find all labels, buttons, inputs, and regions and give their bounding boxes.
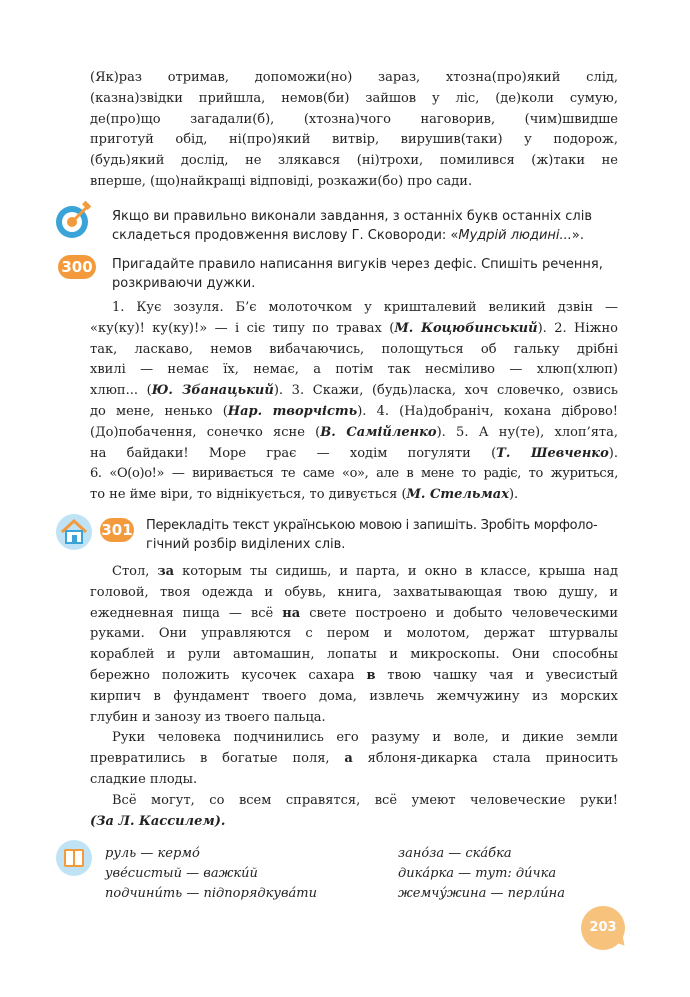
intro-paragraph — [90, 68, 618, 193]
text-line — [90, 562, 618, 583]
author-italic: (За Л. Кассилем). — [90, 813, 226, 829]
highlighted-word: на — [282, 605, 301, 621]
author-italic: В. Самійленко — [320, 424, 437, 440]
text-line: 6. «О(о)о!» — виривається те саме «о», але в мене то радіє, то журиться, — [90, 466, 618, 482]
highlighted-word: за — [157, 564, 175, 579]
text-line: сладкие плоды. — [90, 771, 198, 787]
hint-line — [112, 226, 612, 245]
text-line: головой, твоя одежда и обувь, книга, захватывающая твою душу, и — [90, 584, 618, 600]
vocab-entry: уве́систый — важки́й — [105, 866, 258, 881]
text-line — [90, 604, 618, 625]
hint-text — [112, 207, 612, 245]
exercise-301-task — [146, 516, 616, 554]
book-icon — [54, 838, 94, 878]
text-line: глубин и занозу из твоего пальца. — [90, 709, 326, 725]
exercise-number-badge: 300 — [58, 255, 96, 279]
text-line: кораблей и рули автомашин, лопаты и микроскопы. Они способны — [90, 647, 618, 663]
text-line: приготуй обід, ні(про)який витвір, вирушив(таки) у подорож, — [90, 132, 618, 148]
vocab-entry: жемчу́жина — перли́на — [398, 886, 565, 901]
text-line: кирпич в фундамент твоего дома, извлечь жемчужину из морских — [90, 688, 618, 704]
text-part: (До)побачення, сонечко ясне ( — [90, 424, 321, 440]
text-part: ). — [508, 487, 519, 503]
task-line: Перекладіть текст українською мовою і запишіть. Зробіть морфоло- — [146, 518, 598, 533]
page-number: 203 — [581, 906, 625, 950]
text-line: Руки человека подчинились его разуму и воле, и дикие земли — [112, 730, 618, 746]
text-line — [90, 666, 618, 687]
text-line: (казна)звідки прийшла, немов(би) зайшов у ліс, (де)коли сумую, — [90, 90, 618, 106]
author-italic: Нар. творчість — [227, 403, 358, 419]
text-part: до мене, ненько ( — [90, 403, 228, 419]
text-line: Всё могут, со всем справятся, всё умеют человеческие руки! — [112, 792, 618, 808]
text-line: руками. Они управляются с пером и молотом, держат штурвалы — [90, 626, 618, 642]
hint-text-part: ». — [571, 228, 585, 243]
text-line: вперше, (що)найкращі відповіді, розкажи(бо) про сади. — [90, 173, 473, 189]
task-line: Пригадайте правило написання вигуків через дефіс. Спишіть речення, — [112, 257, 603, 272]
text-line: (будь)який дослід, не злякався (ні)трохи, помилився (ж)таки не — [90, 153, 618, 169]
text-part: «ку(ку)! ку(ку)!» — і сіє типу по травах ( — [90, 320, 395, 336]
vocab-entry: подчини́ть — підпорядкува́ти — [105, 886, 317, 901]
text-part: Стол, — [112, 564, 158, 579]
author-italic: Т. Шевченко — [496, 445, 609, 461]
text-line: хвилі — немає їх, немає, а потім так несміливо — хлюп(хлюп) — [90, 362, 618, 378]
text-part: которым ты сидишь, и парта, и окно в классе, крыша над — [174, 564, 618, 579]
author-italic: М. Стельмах — [406, 487, 509, 503]
text-part: хлюп... ( — [90, 383, 152, 399]
text-part: ). — [608, 445, 618, 461]
text-line — [90, 444, 618, 465]
text-line: (Як)раз отримав, допоможи(но) зараз, хтозна(про)який слід, — [90, 70, 618, 85]
highlighted-word: в — [366, 667, 376, 683]
text-part: яблоня-дикарка стала приносить — [352, 751, 618, 767]
exercise-301-text — [90, 562, 618, 832]
vocab-entry: дика́рка — тут: ди́чка — [398, 866, 557, 881]
text-part: на байдаки! Море грає — ходім погуляти ( — [90, 445, 497, 461]
vocab-entry: зано́за — ска́бка — [398, 846, 512, 861]
exercise-number-badge: 301 — [100, 518, 134, 542]
text-part: ). 5. А ну(те), хлоп’ята, — [436, 424, 618, 440]
text-line: де(про)що загадали(б), (хтозна)чого наговорив, (чим)швидше — [90, 111, 618, 127]
text-line: так, ласкаво, немов вибачаючись, полощуться об гальку дрібні — [90, 341, 618, 357]
text-line: 1. Кує зозуля. Б’є молоточком у кришталевий великий дзвін — — [112, 300, 618, 315]
quote-italic: Мудрій людині... — [458, 228, 572, 243]
author-italic: М. Коцюбинський — [394, 320, 538, 336]
text-line — [90, 485, 618, 506]
text-line — [90, 381, 618, 402]
vocab-entry: руль — кермо́ — [105, 846, 200, 861]
hint-text-part: складеться продовження вислову Г. Сковороди: « — [112, 228, 459, 243]
text-part: бережно положить кусочек сахара — [90, 667, 367, 683]
author-italic: Ю. Збанацький — [151, 383, 274, 399]
text-part: ). 3. Скажи, (будь)ласка, хоч словечко, озвись — [273, 383, 619, 399]
key-target-icon — [54, 200, 94, 240]
text-part: ежедневная пища — всё — [90, 605, 283, 621]
text-part: ). 2. Ніжно — [537, 320, 618, 336]
text-part: превратились в богатые поля, — [90, 751, 345, 767]
hint-line: Якщо ви правильно виконали завдання, з останніх букв останніх слів — [112, 209, 592, 224]
text-part: то не йме віри, то віднікується, то дивується ( — [90, 487, 407, 503]
exercise-300-text — [90, 298, 618, 506]
text-line — [90, 749, 618, 770]
text-part: ). 4. (На)добраніч, кохана діброво! — [357, 403, 618, 419]
text-part: твою чашку чая и увесистый — [375, 667, 619, 683]
exercise-300-task — [112, 255, 617, 293]
house-icon — [54, 512, 94, 552]
text-line — [90, 402, 618, 423]
highlighted-word: а — [344, 751, 353, 767]
task-line: гічний розбір виділених слів. — [146, 537, 346, 552]
task-line: розкриваючи дужки. — [112, 276, 256, 291]
text-line — [90, 423, 618, 444]
text-line — [90, 319, 618, 340]
text-part: свете построено и добыто человеческими — [300, 605, 618, 621]
